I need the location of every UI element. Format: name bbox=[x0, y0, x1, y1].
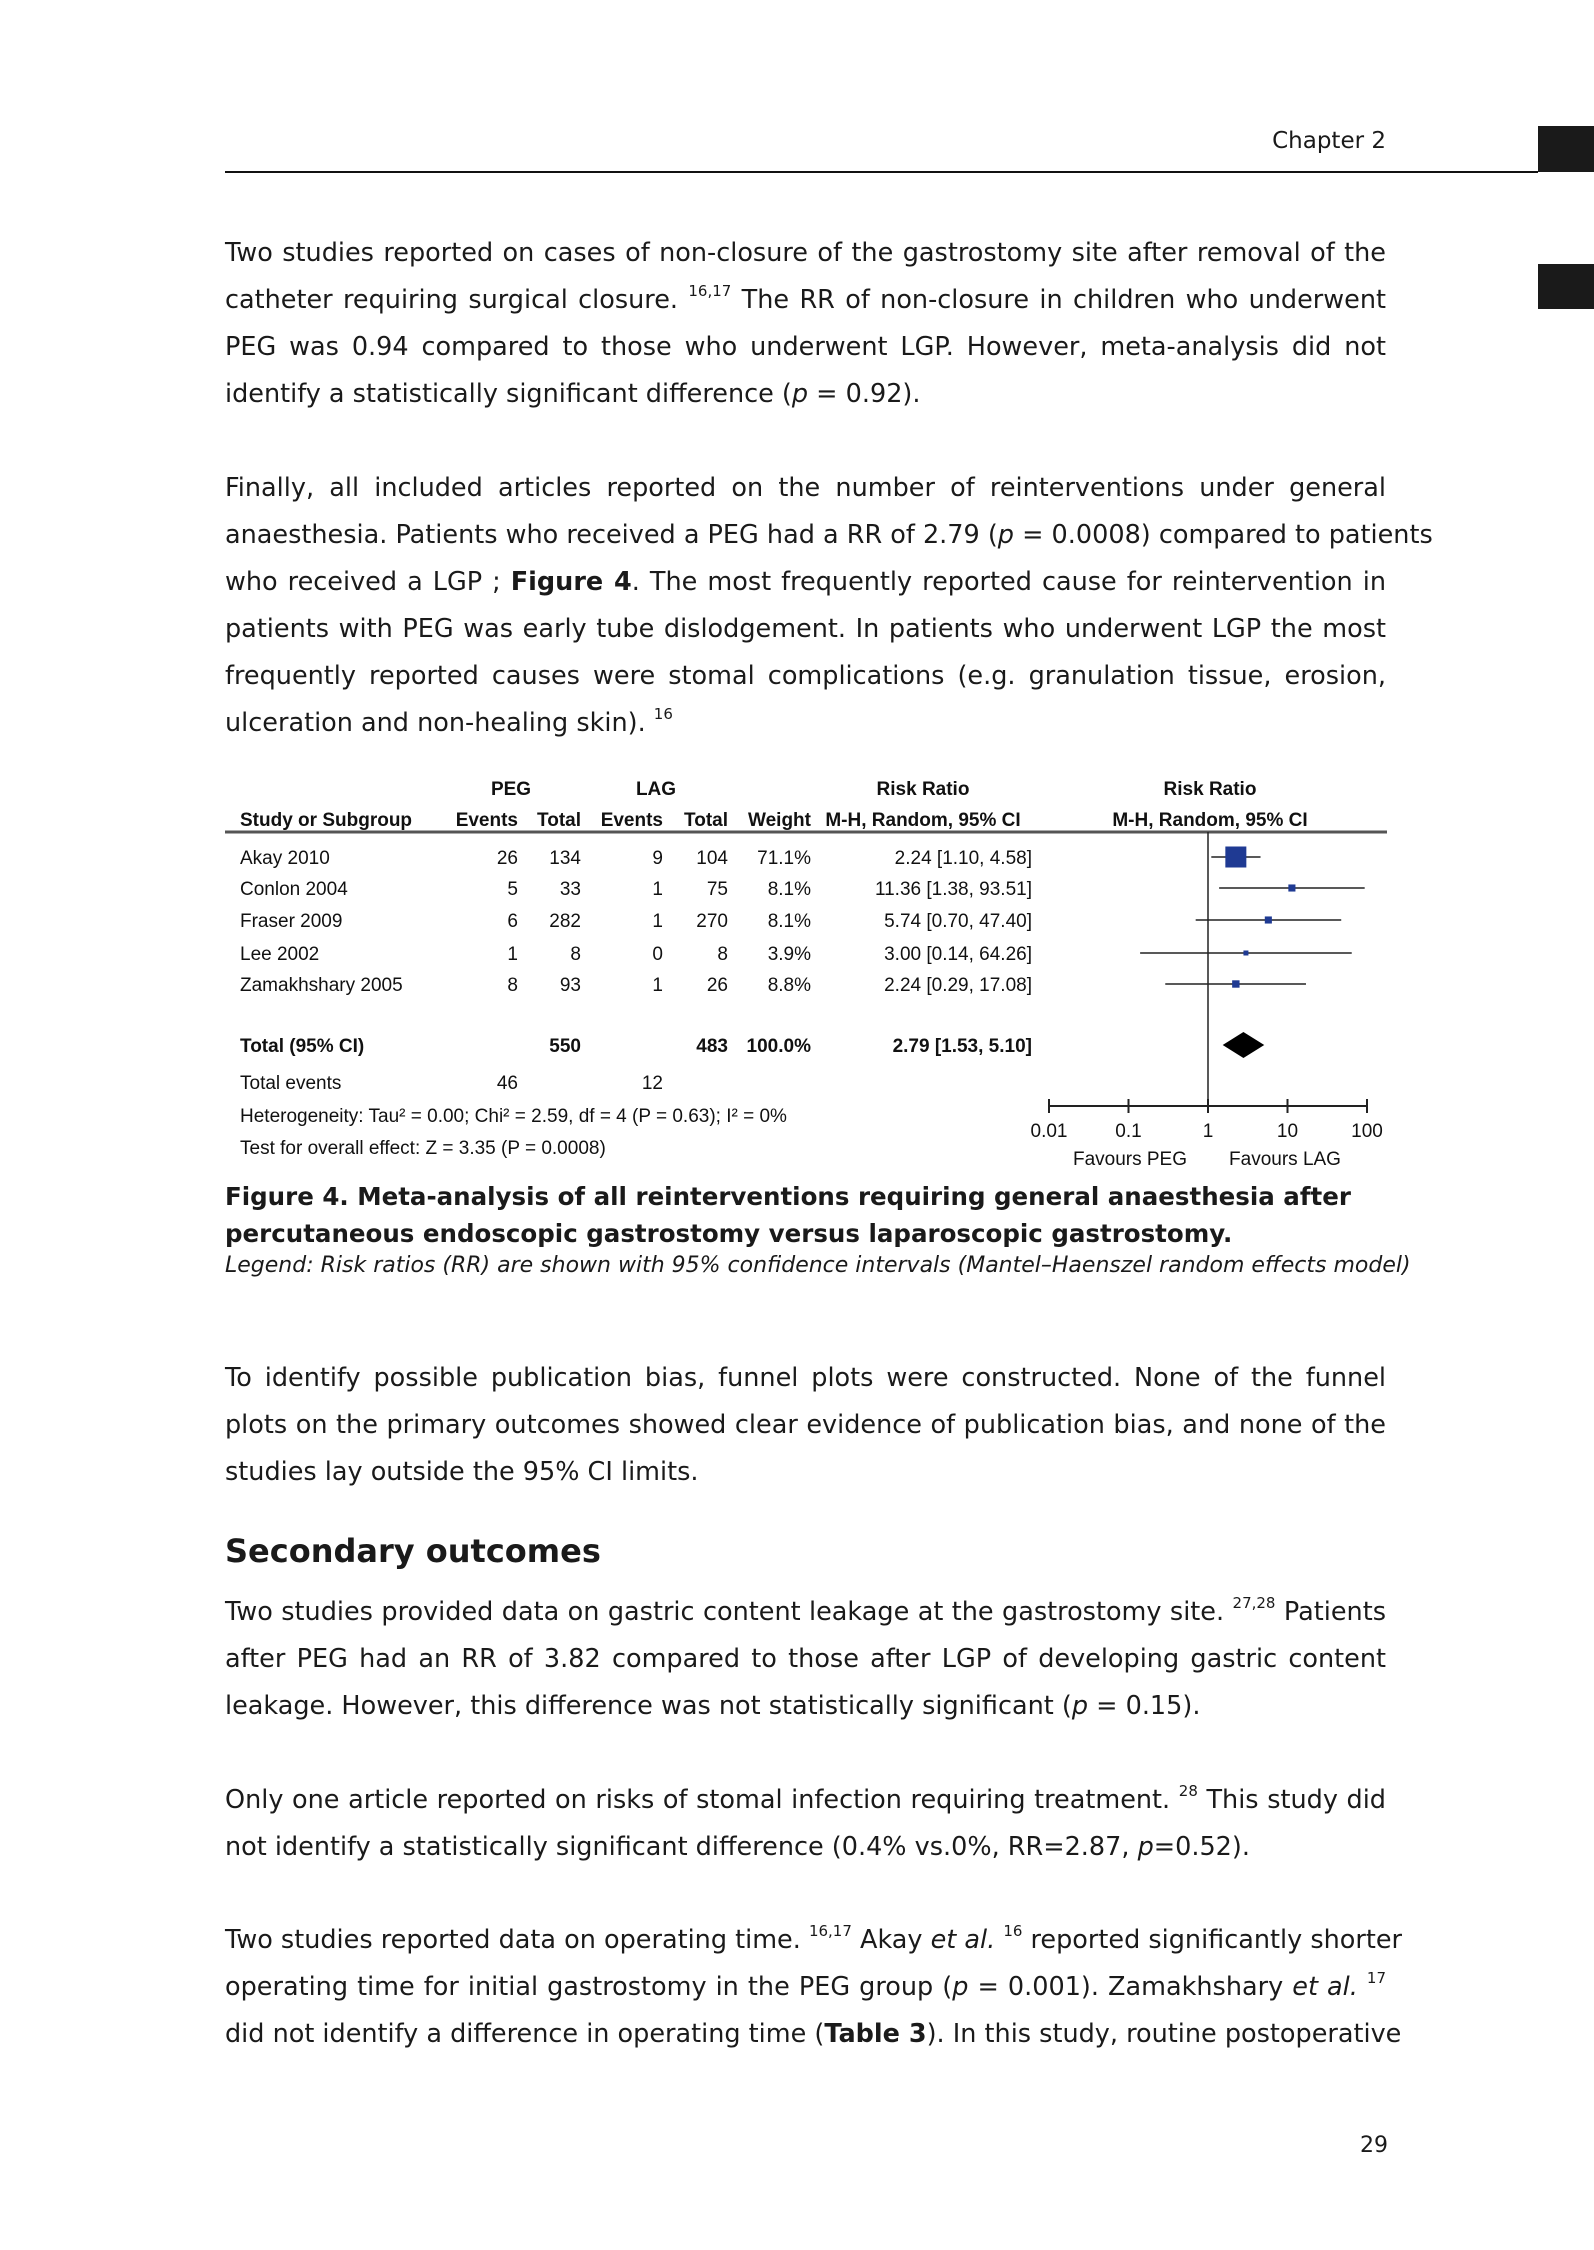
text-line bbox=[225, 371, 1386, 418]
total-events-peg: 46 bbox=[496, 1073, 518, 1094]
text-run: Patients bbox=[1275, 1597, 1386, 1627]
pooled-diamond bbox=[1223, 1032, 1265, 1058]
text-run: who received a LGP ; bbox=[225, 567, 511, 597]
chapter-thumb-tab bbox=[1538, 126, 1594, 172]
text-run: =0.52). bbox=[1153, 1832, 1250, 1862]
text-line bbox=[225, 1917, 1403, 1964]
text-run: = 0.92). bbox=[808, 379, 921, 409]
paragraph-operating-time bbox=[225, 1917, 1403, 2058]
weight: 8.1% bbox=[767, 911, 811, 932]
text-line bbox=[225, 653, 1386, 700]
paragraph-reinterventions bbox=[225, 465, 1433, 747]
peg-events: 5 bbox=[507, 879, 518, 900]
total-events-label: Total events bbox=[240, 1073, 342, 1094]
text-run: p bbox=[1071, 1691, 1089, 1721]
lag-total: 104 bbox=[696, 848, 728, 869]
text-run: The RR of non-closure in children who underwent bbox=[731, 285, 1386, 315]
favours-left: Favours PEG bbox=[1072, 1149, 1188, 1170]
text-line bbox=[225, 2011, 1402, 2058]
figure-caption: Figure 4. Meta-analysis of all reinterventions requiring general anaesthesia after percutaneous endoscopic gastrostomy versus laparoscopic gastrostomy. bbox=[225, 1182, 1351, 1248]
text-line bbox=[225, 1636, 1386, 1683]
risk-ratio-ci: 3.00 [0.14, 64.26] bbox=[884, 944, 1032, 965]
text-line bbox=[225, 700, 1386, 747]
chapter-thumb-tab-secondary bbox=[1538, 264, 1594, 309]
study-name: Fraser 2009 bbox=[240, 911, 343, 932]
header-rr-method: M-H, Random, 95% CI bbox=[825, 810, 1021, 831]
total-events-lag: 12 bbox=[641, 1073, 663, 1094]
text-run: p bbox=[1137, 1832, 1154, 1862]
header-lag-total: Total bbox=[684, 810, 728, 831]
peg-total: 33 bbox=[559, 879, 581, 900]
study-name: Lee 2002 bbox=[240, 944, 320, 965]
text-run: anaesthesia. Patients who received a PEG had a RR of 2.79 ( bbox=[225, 520, 998, 550]
peg-total: 134 bbox=[549, 848, 581, 869]
text-run: PEG was 0.94 compared to those who underwent LGP. However, meta-analysis did not bbox=[225, 332, 1386, 362]
text-line bbox=[225, 324, 1386, 371]
text-line bbox=[225, 230, 1386, 277]
x-tick-label: 1 bbox=[1202, 1121, 1214, 1142]
running-header-chapter: Chapter 2 bbox=[1272, 128, 1386, 154]
total-weight: 100.0% bbox=[746, 1036, 811, 1057]
study-marker bbox=[1243, 951, 1248, 956]
text-run: Only one article reported on risks of stomal infection requiring treatment. bbox=[225, 1785, 1179, 1815]
risk-ratio-ci: 11.36 [1.38, 93.51] bbox=[874, 879, 1032, 900]
text-run: = 0.15). bbox=[1088, 1691, 1201, 1721]
text-run: p bbox=[952, 1972, 969, 2002]
study-name: Zamakhshary 2005 bbox=[240, 975, 403, 996]
text-run: p bbox=[997, 520, 1014, 550]
citation-ref: 16 bbox=[1003, 1922, 1023, 1940]
study-marker bbox=[1232, 980, 1239, 987]
header-rr-method-plot: M-H, Random, 95% CI bbox=[1112, 810, 1308, 831]
text-run bbox=[1358, 1972, 1367, 2002]
text-run: ). In this study, routine postoperative bbox=[926, 2019, 1402, 2049]
text-line bbox=[225, 1402, 1386, 1449]
citation-ref: 28 bbox=[1178, 1782, 1198, 1800]
text-run: Akay bbox=[851, 1925, 931, 1955]
peg-events: 8 bbox=[507, 975, 518, 996]
text-run: Two studies reported data on operating time. bbox=[225, 1925, 809, 1955]
citation-ref: 16,17 bbox=[808, 1922, 852, 1940]
lag-events: 0 bbox=[652, 944, 663, 965]
text-run: leakage. However, this difference was not statistically significant ( bbox=[225, 1691, 1072, 1721]
header-peg: PEG bbox=[490, 779, 532, 800]
citation-ref: 16 bbox=[653, 705, 673, 723]
citation-ref: 16,17 bbox=[688, 282, 732, 300]
paragraph-non-closure bbox=[225, 230, 1386, 418]
lag-total: 75 bbox=[706, 879, 728, 900]
text-run: Two studies provided data on gastric content leakage at the gastrostomy site. bbox=[225, 1597, 1233, 1627]
paragraph-publication-bias bbox=[225, 1355, 1386, 1496]
study-marker bbox=[1288, 884, 1295, 891]
x-tick-label: 0.01 bbox=[1030, 1121, 1068, 1142]
text-line bbox=[225, 277, 1386, 324]
heterogeneity: Heterogeneity: Tau² = 0.00; Chi² = 2.59, df = 4 (P = 0.63); I² = 0% bbox=[240, 1106, 787, 1127]
text-line bbox=[225, 465, 1386, 512]
text-line bbox=[225, 1589, 1386, 1636]
header-risk-ratio-plot: Risk Ratio bbox=[1163, 779, 1257, 800]
study-name: Conlon 2004 bbox=[240, 879, 348, 900]
paragraph-leakage bbox=[225, 1589, 1386, 1730]
text-line bbox=[225, 1449, 1386, 1496]
peg-total: 93 bbox=[559, 975, 581, 996]
header-peg-total: Total bbox=[537, 810, 581, 831]
lag-total: 26 bbox=[706, 975, 728, 996]
text-run: identify a statistically significant difference ( bbox=[225, 379, 792, 409]
text-run: = 0.001). Zamakhshary bbox=[968, 1972, 1293, 2002]
weight: 8.8% bbox=[767, 975, 811, 996]
risk-ratio-ci: 2.24 [0.29, 17.08] bbox=[884, 975, 1032, 996]
peg-events: 6 bbox=[507, 911, 518, 932]
text-line bbox=[225, 1964, 1386, 2011]
weight: 3.9% bbox=[767, 944, 811, 965]
header-rule bbox=[225, 171, 1538, 173]
text-run: p bbox=[791, 379, 809, 409]
text-run: . The most frequently reported cause for reintervention in bbox=[631, 567, 1386, 597]
weight: 71.1% bbox=[757, 848, 811, 869]
text-line bbox=[225, 1355, 1386, 1402]
section-heading: Secondary outcomes bbox=[225, 1532, 601, 1570]
favours-right: Favours LAG bbox=[1229, 1149, 1341, 1170]
text-run: catheter requiring surgical closure. bbox=[225, 285, 689, 315]
study-marker bbox=[1265, 916, 1272, 923]
text-line bbox=[225, 512, 1433, 559]
total-peg: 550 bbox=[549, 1036, 581, 1057]
peg-events: 26 bbox=[496, 848, 518, 869]
forest-plot bbox=[225, 770, 1395, 1180]
lag-total: 270 bbox=[696, 911, 728, 932]
page-number: 29 bbox=[1360, 2133, 1388, 2158]
header-lag-events: Events bbox=[600, 810, 663, 831]
text-run: operating time for initial gastrostomy in the PEG group ( bbox=[225, 1972, 953, 2002]
text-line bbox=[225, 1777, 1386, 1824]
text-run: et al. bbox=[930, 1925, 996, 1955]
lag-events: 1 bbox=[652, 911, 663, 932]
risk-ratio-ci: 2.24 [1.10, 4.58] bbox=[894, 848, 1032, 869]
text-run: frequently reported causes were stomal complications (e.g. granulation tissue, erosion, bbox=[225, 661, 1386, 691]
x-tick-label: 0.1 bbox=[1115, 1121, 1142, 1142]
text-line bbox=[225, 1824, 1386, 1871]
lag-events: 1 bbox=[652, 975, 663, 996]
study-name: Akay 2010 bbox=[240, 848, 330, 869]
header-lag: LAG bbox=[635, 779, 677, 800]
text-run: Table 3 bbox=[824, 2019, 927, 2049]
peg-total: 282 bbox=[549, 911, 581, 932]
text-run: This study did bbox=[1197, 1785, 1386, 1815]
text-run: Figure 4 bbox=[510, 567, 632, 597]
text-run: et al. bbox=[1292, 1972, 1358, 2002]
text-run: reported significantly shorter bbox=[1022, 1925, 1403, 1955]
text-run: did not identify a difference in operating time ( bbox=[225, 2019, 825, 2049]
lag-events: 9 bbox=[652, 848, 663, 869]
figure-legend: Legend: Risk ratios (RR) are shown with 95% confidence intervals (Mantel–Haenszel random effects model) bbox=[225, 1253, 1411, 1278]
weight: 8.1% bbox=[767, 879, 811, 900]
total-lag: 483 bbox=[696, 1036, 728, 1057]
text-run: ulceration and non-healing skin). bbox=[225, 708, 654, 738]
study-marker bbox=[1225, 847, 1246, 868]
peg-events: 1 bbox=[507, 944, 518, 965]
header-peg-events: Events bbox=[455, 810, 518, 831]
text-run: after PEG had an RR of 3.82 compared to those after LGP of developing gastric content bbox=[225, 1644, 1386, 1674]
header-weight: Weight bbox=[748, 810, 811, 831]
x-tick-label: 100 bbox=[1351, 1121, 1383, 1142]
text-run: plots on the primary outcomes showed clear evidence of publication bias, and none of the bbox=[225, 1410, 1386, 1440]
text-run: Two studies reported on cases of non-closure of the gastrostomy site after removal of the bbox=[225, 238, 1386, 268]
total-label: Total (95% CI) bbox=[240, 1036, 365, 1057]
text-run: = 0.0008) compared to patients bbox=[1013, 520, 1433, 550]
text-run: Finally, all included articles reported on the number of reinterventions under general bbox=[225, 473, 1386, 503]
citation-ref: 17 bbox=[1366, 1969, 1387, 1987]
x-tick-label: 10 bbox=[1276, 1121, 1299, 1142]
text-line bbox=[225, 559, 1386, 606]
lag-total: 8 bbox=[717, 944, 728, 965]
overall-effect: Test for overall effect: Z = 3.35 (P = 0.0008) bbox=[240, 1138, 606, 1159]
text-line bbox=[225, 606, 1386, 653]
risk-ratio-ci: 5.74 [0.70, 47.40] bbox=[884, 911, 1032, 932]
citation-ref: 27,28 bbox=[1232, 1594, 1276, 1612]
lag-events: 1 bbox=[652, 879, 663, 900]
text-line bbox=[225, 1683, 1386, 1730]
total-rr: 2.79 [1.53, 5.10] bbox=[892, 1036, 1032, 1057]
text-run: To identify possible publication bias, funnel plots were constructed. None of the funnel bbox=[225, 1363, 1386, 1393]
text-run: not identify a statistically significant difference (0.4% vs.0%, RR=2.87, bbox=[225, 1832, 1138, 1862]
text-run: studies lay outside the 95% CI limits. bbox=[225, 1457, 699, 1487]
header-study: Study or Subgroup bbox=[240, 810, 413, 831]
paragraph-infection bbox=[225, 1777, 1386, 1871]
text-run: patients with PEG was early tube dislodgement. In patients who underwent LGP the most bbox=[225, 614, 1386, 644]
header-risk-ratio: Risk Ratio bbox=[876, 779, 970, 800]
peg-total: 8 bbox=[570, 944, 581, 965]
